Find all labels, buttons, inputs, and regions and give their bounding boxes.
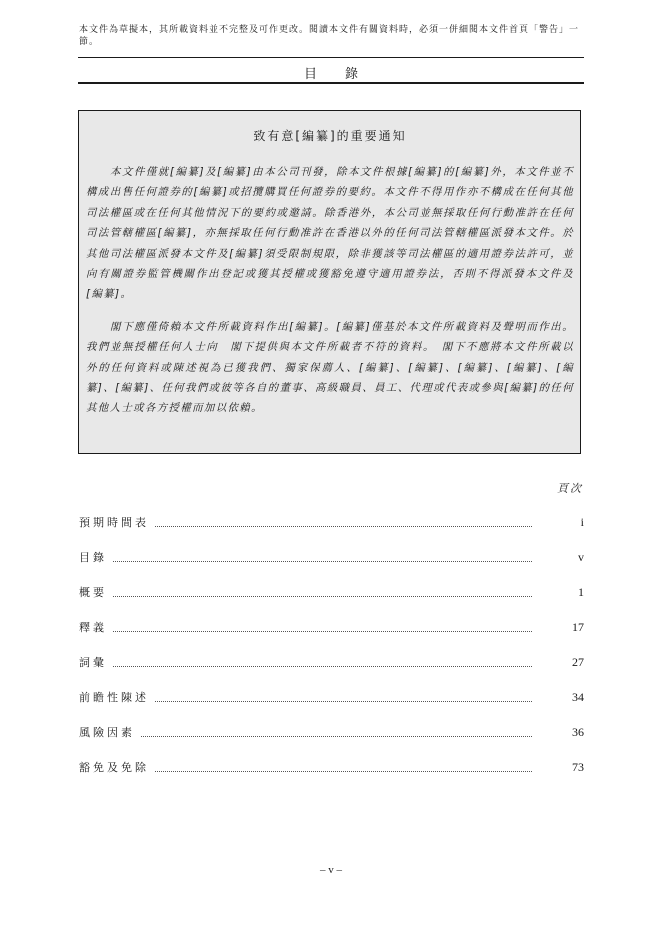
toc-entry[interactable] [79,654,584,670]
toc-entry[interactable] [79,619,584,635]
toc-leader-dots [155,762,532,772]
toc-entry-page: 34 [572,690,584,704]
toc-entry-page: 1 [578,585,584,599]
page-number: – v – [320,864,342,876]
toc-entry-page: v [578,550,584,564]
toc-entry-page: 17 [572,620,584,634]
toc-entry-label: 概要 [79,586,107,599]
notice-title: 致有意[編纂]的重要通知 [253,129,407,143]
page-title: 目錄 [303,67,386,82]
toc-leader-dots [155,517,532,527]
toc-entry[interactable] [79,549,584,565]
toc-entry-label: 前瞻性陳述 [79,691,149,704]
toc-entry-label: 釋義 [79,621,107,634]
toc-entry[interactable] [79,514,584,530]
toc-entry-page: i [580,515,584,529]
important-notice-box [78,110,581,454]
toc-entry[interactable] [79,584,584,600]
toc-entry-label: 風險因素 [79,726,135,739]
toc-entry-page: 73 [572,760,584,774]
notice-paragraph-2: 閣下應僅倚賴本文件所載資料作出[編纂]。[編纂]僅基於本文件所載資料及聲明而作出。我們並無授權任何人士向 閣下提供與本文件所載者不符的資料。 閣下不應將本文件所載以外的任何資料或陳述視為已獲我們、獨家保薦人、[編纂]、[編纂]、[編纂]、[編纂]、[編纂]、[編纂]、任何我們或彼等各自的董事、高級職員、員工、代理或代表或參與[編纂]的任何其他人士或各方授權而加以依賴。 [86,320,574,415]
toc-leader-dots [141,727,532,737]
toc-leader-dots [113,657,532,667]
toc-entry-page: 36 [572,725,584,739]
title-rule [78,82,584,84]
notice-paragraph-1: 本文件僅就[編纂]及[編纂]由本公司刊發，除本文件根據[編纂]的[編纂]外，本文件並不構成出售任何證券的[編纂]或招攬購買任何證券的要約。本文件不得用作亦不構成在任何其他司法權區或在任何其他情況下的要約或邀請。除香港外，本公司並無採取任何行動准許在任何司法管轄權區[編纂]，亦無採取任何行動准許在香港以外的任何司法管轄權區派發本文件。於其他司法權區派發本文件及[編纂]須受限制規限，除非獲該等司法權區的適用證券法許可，並向有關證券監管機關作出登記或獲其授權或獲豁免遵守適用證券法，否則不得派發本文件及[編纂]。 [86,166,574,301]
toc-leader-dots [113,552,532,562]
toc-entry-label: 豁免及免除 [79,761,149,774]
toc-entry-page: 27 [572,655,584,669]
toc-entry-label: 詞彙 [79,656,107,669]
toc-entry[interactable] [79,689,584,705]
toc-entry-label: 預期時間表 [79,516,149,529]
toc-entry[interactable] [79,759,584,775]
toc-leader-dots [113,587,532,597]
draft-disclaimer: 本文件為草擬本，其所載資料並不完整及可作更改。閱讀本文件有關資料時，必須一併細閱本文件首頁「警告」一節。 [79,25,580,47]
toc-leader-dots [155,692,532,702]
toc-leader-dots [113,622,532,632]
header-rule [78,57,584,58]
toc-page-column-header: 頁次 [557,482,583,495]
toc-entry[interactable] [79,724,584,740]
toc-entry-label: 目錄 [79,551,107,564]
